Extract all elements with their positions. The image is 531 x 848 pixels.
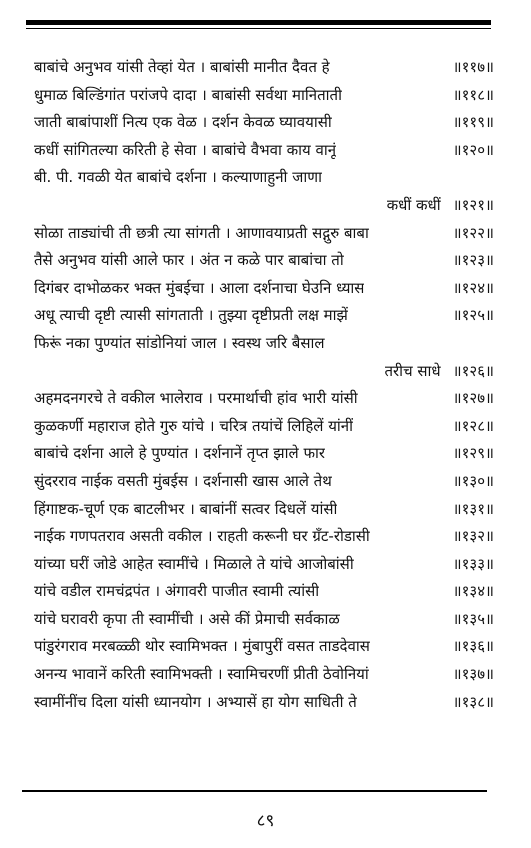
verse-line (34, 633, 494, 661)
verse-number: ॥१३७॥ (452, 665, 494, 684)
verse-line (34, 137, 494, 165)
verse-text: सोळा ताड्यांची ती छत्री त्या सांगती । आणावयाप्रती सद्गुरु बाबा (34, 223, 369, 242)
verse-number: ॥१२४॥ (452, 278, 494, 297)
verse-line (34, 109, 494, 137)
verse-line (34, 247, 494, 275)
verse-line (34, 551, 494, 579)
verse-text: यांचे घरावरी कृपा ती स्वामींची । असे कीं प्रेमाची सर्वकाळ (34, 609, 340, 628)
verse-number: ॥११७॥ (452, 58, 494, 76)
verse-line (34, 689, 494, 717)
verse-number: ॥११८॥ (452, 85, 494, 104)
verse-text: यांचे वडील रामचंद्रपंत । अंगावरी पाजीत स्वामी त्यांसी (34, 582, 320, 601)
verse-number: ॥१३०॥ (452, 471, 494, 490)
verse-text: नाईक गणपतराव असती वकील । राहती करूनी घर ग्रँट-रोडासी (34, 527, 370, 546)
verse-line (34, 385, 494, 413)
verse-line (34, 440, 494, 468)
verse-line (34, 164, 494, 192)
verse-line (34, 302, 494, 330)
verse-text: हिंगाष्टक-चूर्ण एक बाटलीभर । बाबांनीं सत्वर दिधलें यांसी (34, 499, 338, 518)
verse-number: ॥१३६॥ (452, 637, 494, 656)
verse-number: ॥१२१॥ (452, 195, 494, 214)
verse-text: फिरूं नका पुण्यांत सांडोनियां जाल । स्वस्थ जरि बैसाल (34, 333, 325, 352)
verse-text: तरीच साधे (384, 361, 441, 380)
verse-number: ॥१३२॥ (452, 527, 494, 546)
verse-line (34, 54, 494, 82)
top-rule-thin (26, 28, 491, 29)
verse-text: अधू त्याची दृष्टी त्यासी सांगताती । तुझ्या दृष्टीप्रती लक्ष माझें (34, 306, 348, 325)
verse-text: धुमाळ बिल्डिंगांत परांजपे दादा । बाबांसी सर्वथा मानिताती (34, 85, 342, 104)
verse-text: दिगंबर दाभोळकर भक्त मुंबईचा । आला दर्शनाचा घेउनि ध्यास (34, 278, 365, 297)
verse-number: ॥१३१॥ (452, 499, 494, 518)
verse-text: जाती बाबांपाशीं नित्य एक वेळ । दर्शन केवळ घ्यावयासी (34, 113, 332, 132)
verse-number: ॥११९॥ (452, 113, 494, 132)
verse-number: ॥१३३॥ (452, 554, 494, 573)
verse-line (34, 606, 494, 634)
verse-text: बी. पी. गवळी येत बाबांचे दर्शना । कल्याणाहुनी जाणा (34, 168, 322, 187)
verse-line (34, 496, 494, 524)
verse-text: यांच्या घरीं जोडे आहेत स्वामींचे । मिळाले ते यांचे आजोबांसी (34, 554, 354, 573)
verse-line (34, 220, 494, 248)
verse-number: ॥१२३॥ (452, 251, 494, 270)
verse-line-continuation (34, 358, 494, 386)
verse-number: ॥१३५॥ (452, 609, 494, 628)
verse-line-continuation (34, 192, 494, 220)
verse-text: अहमदनगरचे ते वकील भालेराव । परमार्थाची हांव भारी यांसी (34, 389, 358, 408)
bottom-rule (22, 790, 487, 792)
verse-text: पांडुरंगराव मरबळ्ळी थोर स्वामिभक्त । मुंबापुरीं वसत ताडदेवास (34, 637, 370, 656)
verse-text: सुंदरराव नाईक वसती मुंबईस । दर्शनासी खास आले तेथ (34, 471, 332, 490)
verse-text: अनन्य भावानें करिती स्वामिभक्ती । स्वामिचरणीं प्रीती ठेवोनियां (34, 665, 369, 684)
verse-text: कधीं कधीं (386, 195, 441, 214)
verse-line (34, 275, 494, 303)
verse-line (34, 330, 494, 358)
verse-line (34, 523, 494, 551)
verse-text: कधीं सांगितल्या करिती हे सेवा । बाबांचे वैभवा काय वानूं (34, 140, 337, 159)
top-rule-thick (26, 20, 491, 25)
verse-number: ॥१२०॥ (452, 140, 494, 159)
verse-block (34, 54, 494, 716)
verse-text: बाबांचे अनुभव यांसी तेव्हां येत । बाबांसी मानीत दैवत हे (34, 58, 330, 76)
verse-number: ॥१२२॥ (452, 223, 494, 242)
verse-line (34, 468, 494, 496)
verse-number: ॥१३८॥ (452, 692, 494, 711)
verse-number: ॥१२९॥ (452, 444, 494, 463)
verse-number: ॥१२७॥ (452, 389, 494, 408)
verse-text: तैसे अनुभव यांसी आले फार । अंत न कळे पार बाबांचा तो (34, 251, 344, 270)
verse-number: ॥१२६॥ (452, 361, 494, 380)
verse-number: ॥१३४॥ (452, 582, 494, 601)
verse-line (34, 661, 494, 689)
page-number: ८९ (256, 811, 275, 831)
verse-line (34, 413, 494, 441)
verse-line (34, 82, 494, 110)
verse-text: बाबांचे दर्शना आले हे पुण्यांत । दर्शनानें तृप्त झाले फार (34, 444, 326, 463)
verse-number: ॥१२८॥ (452, 416, 494, 435)
verse-text: कुळकर्णी महाराज होते गुरु यांचे । चरित्र तयांचें लिहिलें यांनीं (34, 416, 354, 435)
verse-text: स्वामींनींच दिला यांसी ध्यानयोग । अभ्यासें हा योग साधिती ते (34, 692, 357, 711)
verse-number: ॥१२५॥ (452, 306, 494, 325)
verse-line (34, 578, 494, 606)
